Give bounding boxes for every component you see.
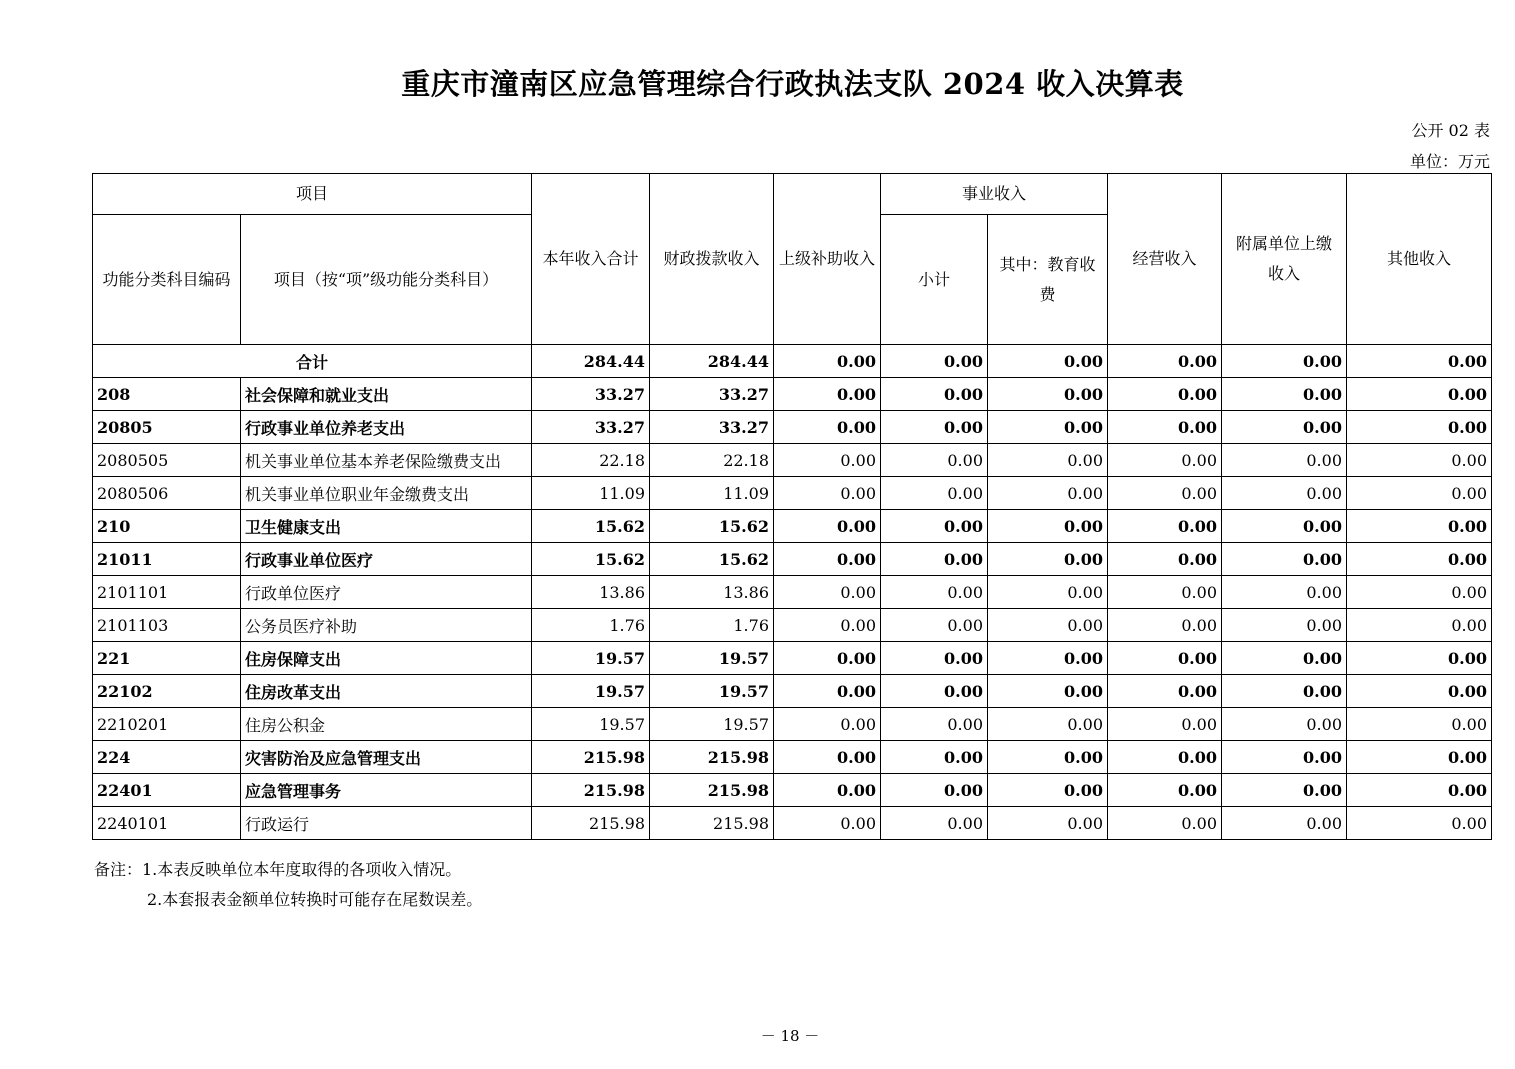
page-number: － 18 － bbox=[760, 1027, 820, 1045]
total-row bbox=[93, 345, 1492, 378]
row-value: 0.00 bbox=[1108, 411, 1222, 444]
total-value: 0.00 bbox=[1222, 345, 1347, 378]
table-row bbox=[93, 642, 1492, 675]
row-value: 15.62 bbox=[650, 543, 774, 576]
row-name: 卫生健康支出 bbox=[241, 510, 532, 543]
row-name: 应急管理事务 bbox=[241, 774, 532, 807]
row-value: 0.00 bbox=[1108, 477, 1222, 510]
row-value: 0.00 bbox=[1222, 378, 1347, 411]
row-value: 0.00 bbox=[988, 774, 1108, 807]
row-value: 15.62 bbox=[650, 510, 774, 543]
row-value: 215.98 bbox=[650, 807, 774, 840]
row-value: 0.00 bbox=[1347, 411, 1492, 444]
note-line-1: 备注：1.本表反映单位本年度取得的各项收入情况。 bbox=[94, 860, 462, 879]
row-code: 22401 bbox=[93, 774, 241, 807]
row-value: 0.00 bbox=[1108, 543, 1222, 576]
row-value: 0.00 bbox=[988, 510, 1108, 543]
total-value: 0.00 bbox=[774, 345, 881, 378]
row-value: 0.00 bbox=[1108, 609, 1222, 642]
row-value: 13.86 bbox=[532, 576, 650, 609]
row-value: 215.98 bbox=[532, 774, 650, 807]
header-project: 项目 bbox=[93, 174, 532, 215]
row-value: 0.00 bbox=[881, 609, 988, 642]
table-row bbox=[93, 675, 1492, 708]
row-value: 0.00 bbox=[1108, 510, 1222, 543]
row-value: 0.00 bbox=[881, 708, 988, 741]
row-value: 0.00 bbox=[881, 807, 988, 840]
row-value: 19.57 bbox=[532, 642, 650, 675]
row-value: 0.00 bbox=[1347, 543, 1492, 576]
header-item: 项目（按“项”级功能分类科目） bbox=[241, 215, 532, 345]
table-number: 公开 02 表 bbox=[1411, 121, 1490, 140]
header-code: 功能分类科目编码 bbox=[93, 215, 241, 345]
row-value: 0.00 bbox=[1108, 741, 1222, 774]
total-value: 0.00 bbox=[988, 345, 1108, 378]
row-value: 0.00 bbox=[1108, 444, 1222, 477]
unit-label: 单位：万元 bbox=[1409, 152, 1490, 171]
row-value: 0.00 bbox=[1222, 510, 1347, 543]
row-value: 0.00 bbox=[1108, 774, 1222, 807]
row-value: 0.00 bbox=[1222, 477, 1347, 510]
total-value: 0.00 bbox=[881, 345, 988, 378]
row-value: 0.00 bbox=[1108, 708, 1222, 741]
total-value: 0.00 bbox=[1108, 345, 1222, 378]
row-name: 灾害防治及应急管理支出 bbox=[241, 741, 532, 774]
note-line-2: 2.本套报表金额单位转换时可能存在尾数误差。 bbox=[147, 890, 483, 909]
row-value: 0.00 bbox=[881, 675, 988, 708]
row-value: 0.00 bbox=[988, 642, 1108, 675]
row-value: 0.00 bbox=[1222, 543, 1347, 576]
row-value: 0.00 bbox=[774, 411, 881, 444]
row-value: 0.00 bbox=[1222, 576, 1347, 609]
row-value: 0.00 bbox=[774, 642, 881, 675]
row-value: 0.00 bbox=[988, 741, 1108, 774]
header-business-income: 事业收入 bbox=[881, 174, 1108, 215]
header-operating: 经营收入 bbox=[1108, 174, 1222, 345]
row-value: 0.00 bbox=[1108, 642, 1222, 675]
row-value: 0.00 bbox=[881, 510, 988, 543]
row-value: 13.86 bbox=[650, 576, 774, 609]
row-value: 0.00 bbox=[774, 510, 881, 543]
row-code: 21011 bbox=[93, 543, 241, 576]
row-value: 0.00 bbox=[1222, 675, 1347, 708]
row-value: 0.00 bbox=[988, 411, 1108, 444]
row-value: 11.09 bbox=[532, 477, 650, 510]
row-name: 机关事业单位职业年金缴费支出 bbox=[241, 477, 532, 510]
row-value: 0.00 bbox=[1347, 807, 1492, 840]
row-value: 1.76 bbox=[532, 609, 650, 642]
row-code: 2240101 bbox=[93, 807, 241, 840]
row-value: 0.00 bbox=[1222, 741, 1347, 774]
row-value: 0.00 bbox=[774, 741, 881, 774]
row-value: 0.00 bbox=[988, 708, 1108, 741]
table-row bbox=[93, 510, 1492, 543]
row-value: 0.00 bbox=[774, 609, 881, 642]
row-value: 0.00 bbox=[1347, 642, 1492, 675]
header-superior: 上级补助收入 bbox=[774, 174, 881, 345]
notes bbox=[94, 855, 482, 915]
row-value: 0.00 bbox=[774, 708, 881, 741]
table-row bbox=[93, 411, 1492, 444]
row-value: 33.27 bbox=[650, 378, 774, 411]
row-value: 0.00 bbox=[1347, 609, 1492, 642]
row-name: 行政事业单位养老支出 bbox=[241, 411, 532, 444]
total-label: 合计 bbox=[93, 345, 532, 378]
header-subtotal: 小计 bbox=[881, 215, 988, 345]
row-value: 0.00 bbox=[988, 576, 1108, 609]
row-code: 2101101 bbox=[93, 576, 241, 609]
row-value: 0.00 bbox=[774, 477, 881, 510]
row-value: 0.00 bbox=[1347, 774, 1492, 807]
header-education: 其中：教育收费 bbox=[988, 215, 1108, 345]
row-value: 33.27 bbox=[532, 378, 650, 411]
row-value: 0.00 bbox=[881, 444, 988, 477]
table-row bbox=[93, 378, 1492, 411]
row-code: 2080505 bbox=[93, 444, 241, 477]
row-code: 210 bbox=[93, 510, 241, 543]
row-value: 0.00 bbox=[881, 543, 988, 576]
income-table bbox=[92, 173, 1492, 840]
row-value: 0.00 bbox=[774, 774, 881, 807]
row-value: 0.00 bbox=[988, 378, 1108, 411]
page-title: 重庆市潼南区应急管理综合行政执法支队 2024 收入决算表 bbox=[401, 67, 1184, 101]
row-value: 0.00 bbox=[881, 576, 988, 609]
row-value: 0.00 bbox=[988, 543, 1108, 576]
row-value: 15.62 bbox=[532, 543, 650, 576]
row-value: 0.00 bbox=[1347, 510, 1492, 543]
row-value: 0.00 bbox=[1222, 642, 1347, 675]
row-value: 19.57 bbox=[650, 642, 774, 675]
row-name: 住房保障支出 bbox=[241, 642, 532, 675]
row-value: 0.00 bbox=[774, 444, 881, 477]
row-value: 33.27 bbox=[650, 411, 774, 444]
row-value: 1.76 bbox=[650, 609, 774, 642]
row-value: 0.00 bbox=[1108, 675, 1222, 708]
row-name: 机关事业单位基本养老保险缴费支出 bbox=[241, 444, 532, 477]
row-value: 19.57 bbox=[532, 675, 650, 708]
row-name: 公务员医疗补助 bbox=[241, 609, 532, 642]
row-value: 0.00 bbox=[988, 444, 1108, 477]
total-value: 284.44 bbox=[532, 345, 650, 378]
table-row bbox=[93, 774, 1492, 807]
row-name: 社会保障和就业支出 bbox=[241, 378, 532, 411]
row-value: 0.00 bbox=[1347, 444, 1492, 477]
total-value: 284.44 bbox=[650, 345, 774, 378]
row-value: 0.00 bbox=[1108, 378, 1222, 411]
row-value: 0.00 bbox=[1108, 807, 1222, 840]
row-value: 215.98 bbox=[532, 741, 650, 774]
row-value: 0.00 bbox=[988, 807, 1108, 840]
row-code: 2080506 bbox=[93, 477, 241, 510]
row-value: 22.18 bbox=[532, 444, 650, 477]
row-name: 住房改革支出 bbox=[241, 675, 532, 708]
total-value: 0.00 bbox=[1347, 345, 1492, 378]
row-value: 215.98 bbox=[650, 741, 774, 774]
table-row bbox=[93, 708, 1492, 741]
row-value: 215.98 bbox=[650, 774, 774, 807]
table-row bbox=[93, 576, 1492, 609]
row-name: 行政单位医疗 bbox=[241, 576, 532, 609]
row-value: 0.00 bbox=[1347, 378, 1492, 411]
row-value: 0.00 bbox=[774, 378, 881, 411]
row-value: 22.18 bbox=[650, 444, 774, 477]
row-code: 208 bbox=[93, 378, 241, 411]
row-value: 0.00 bbox=[1347, 675, 1492, 708]
row-value: 0.00 bbox=[774, 675, 881, 708]
table-row bbox=[93, 807, 1492, 840]
row-code: 20805 bbox=[93, 411, 241, 444]
row-value: 0.00 bbox=[1347, 708, 1492, 741]
row-value: 0.00 bbox=[988, 477, 1108, 510]
table-row bbox=[93, 444, 1492, 477]
row-value: 0.00 bbox=[1222, 807, 1347, 840]
table-row bbox=[93, 741, 1492, 774]
table-row bbox=[93, 477, 1492, 510]
row-value: 0.00 bbox=[1347, 576, 1492, 609]
row-value: 0.00 bbox=[881, 642, 988, 675]
row-value: 19.57 bbox=[650, 708, 774, 741]
table-row bbox=[93, 543, 1492, 576]
row-value: 0.00 bbox=[1108, 576, 1222, 609]
row-value: 0.00 bbox=[1222, 411, 1347, 444]
row-value: 19.57 bbox=[532, 708, 650, 741]
row-value: 0.00 bbox=[1222, 774, 1347, 807]
row-code: 2210201 bbox=[93, 708, 241, 741]
row-value: 215.98 bbox=[532, 807, 650, 840]
row-code: 2101103 bbox=[93, 609, 241, 642]
row-value: 0.00 bbox=[1347, 477, 1492, 510]
row-value: 0.00 bbox=[881, 774, 988, 807]
header-other: 其他收入 bbox=[1347, 174, 1492, 345]
row-value: 11.09 bbox=[650, 477, 774, 510]
row-value: 0.00 bbox=[1347, 741, 1492, 774]
row-value: 0.00 bbox=[881, 477, 988, 510]
row-value: 0.00 bbox=[774, 543, 881, 576]
row-name: 住房公积金 bbox=[241, 708, 532, 741]
header-affiliated: 附属单位上缴收入 bbox=[1222, 174, 1347, 345]
header-fiscal: 财政拨款收入 bbox=[650, 174, 774, 345]
row-value: 0.00 bbox=[1222, 609, 1347, 642]
row-value: 0.00 bbox=[774, 807, 881, 840]
row-value: 0.00 bbox=[1222, 444, 1347, 477]
row-value: 0.00 bbox=[881, 411, 988, 444]
row-value: 33.27 bbox=[532, 411, 650, 444]
row-code: 221 bbox=[93, 642, 241, 675]
row-value: 0.00 bbox=[988, 675, 1108, 708]
row-value: 0.00 bbox=[1222, 708, 1347, 741]
row-name: 行政运行 bbox=[241, 807, 532, 840]
table-row bbox=[93, 609, 1492, 642]
row-value: 0.00 bbox=[881, 378, 988, 411]
row-code: 224 bbox=[93, 741, 241, 774]
row-value: 0.00 bbox=[881, 741, 988, 774]
row-value: 15.62 bbox=[532, 510, 650, 543]
header-total-income: 本年收入合计 bbox=[532, 174, 650, 345]
row-value: 0.00 bbox=[774, 576, 881, 609]
row-code: 22102 bbox=[93, 675, 241, 708]
row-name: 行政事业单位医疗 bbox=[241, 543, 532, 576]
row-value: 0.00 bbox=[988, 609, 1108, 642]
row-value: 19.57 bbox=[650, 675, 774, 708]
